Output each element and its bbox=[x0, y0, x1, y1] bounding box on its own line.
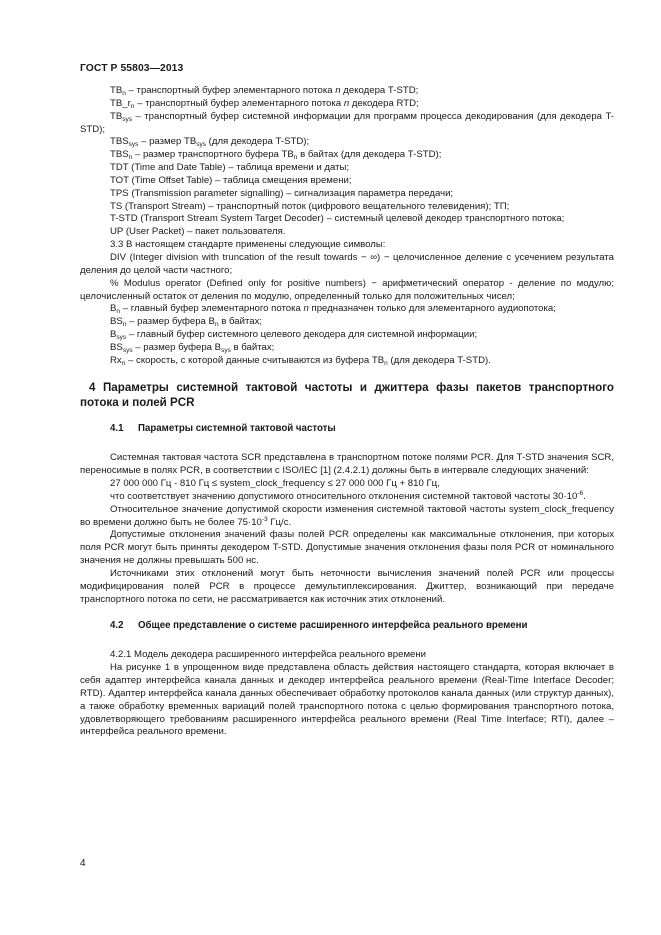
def-tot: TOT (Time Offset Table) – таблица смещения времени; bbox=[110, 174, 352, 186]
def-tps: TPS (Transmission parameter signalling) – сигнализация параметра передачи; bbox=[110, 187, 454, 199]
section-4-1-heading: 4.1 Параметры системной тактовой частоты bbox=[110, 422, 336, 434]
section-4-2-heading: 4.2 Общее представление о системе расширенного интерфейса реального времени bbox=[110, 619, 528, 631]
def-tbsn: $TBS_n$ – размер транспортного буфера $TB_n$ в байтах (для декодера T-STD); bbox=[110, 149, 442, 162]
sym-mod: % Modulus operator (Defined only for positive numbers) − арифметический оператор - деление по модулю; целочисленный остаток от деления по модулю, определенный только для положительных чисел; bbox=[80, 277, 614, 302]
running-header: ГОСТ Р 55803—2013 bbox=[80, 63, 184, 74]
paragraph-figure1: На рисунке 1 в упрощенном виде представлена область действия настоящего стандарта, которая включает в себя адаптер интерфейса канала данных и декодер интерфейса реального времени (Real-Time Interface Decoder; RTD). Адаптер интерфейса канала данных обеспечивает обработку протоколов канала данных (или структур данных), а также обработку временных вариаций полей транспортного потока с целью формирования транспортного потока, удовлетворяющего требованиям расширенного интерфейса реального времени (Real Time Interface; RTI), далее – интерфейса реального времени. bbox=[80, 662, 614, 738]
sym-bsys: $B_{sys}$ – главный буфер системного целевого декодера для системной информации; bbox=[110, 329, 478, 342]
def-tbsys: $TB_{sys}$ – транспортный буфер системной информации для программ процесса декодирования (для декодера T-STD); bbox=[80, 110, 614, 135]
def-tbn: $TB_n$ – транспортный буфер элементарного потока n декодера T-STD; bbox=[110, 85, 419, 97]
def-up: UP (User Packet) – пакет пользователя. bbox=[110, 226, 286, 238]
sym-bssys: $BS_{sys}$ – размер буфера $B_{sys}$ в байтах; bbox=[110, 341, 275, 354]
def-tbrn: $TB\_r_n$ – транспортный буфер элементарного потока n декодера RTD; bbox=[110, 97, 419, 110]
def-tbssys: $TBS_{sys}$ – размер $TB_{sys}$ (для декодера T-STD); bbox=[110, 136, 310, 149]
paragraph-sources: Источниками этих отклонений могут быть неточности вычисления значений полей PCR или процессы модифицирования полей PCR в процессе демультиплексирования. Джиттер, возникающий при передаче транспортного потока по сети, не рассматривается как источник этих отклонений. bbox=[80, 568, 614, 605]
paragraph-deviation: что соответствует значению допустимого относительного отклонения системной тактовой частоты $30\cdot 10^{-6}$. bbox=[110, 489, 586, 502]
sym-bsn: $BS_n$ – размер буфера $B_n$ в байтах; bbox=[110, 316, 263, 329]
def-ts: TS (Transport Stream) – транспортный поток (цифрового вещательного телевидения); ТП; bbox=[110, 200, 510, 212]
paragraph-scr: Системная тактовая частота SCR представлена в транспортном потоке полями PCR. Для T-STD значения SCR, переносимые в полях PCR, в соответствии с ISO/IEC [1] (2.4.2.1) должны быть в интервале следующих значений: bbox=[80, 452, 614, 477]
sym-rxn: $Rx_n$ – скорость, с которой данные считываются из буфера $TB_n$ (для декодера T-STD). bbox=[110, 354, 491, 367]
document-body bbox=[80, 85, 614, 739]
section-4-heading: 4 Параметры системной тактовой частоты и джиттера фазы пакетов транспортного потока и полей PCR bbox=[80, 380, 614, 409]
def-tdt: TDT (Time and Date Table) – таблица времени и даты; bbox=[110, 162, 350, 174]
def-tstd: T-STD (Transport Stream System Target Decoder) – системный целевой декодер транспортного потока; bbox=[110, 213, 565, 225]
paragraph-phase: Допустимые отклонения значений фазы полей PCR определены как максимальные отклонения, при которых поля PCR могут быть приняты декодером T-STD. Допустимые значения отклонения фазы поля PCR от номинального значения не должны превышать 500 нс. bbox=[80, 529, 614, 567]
sym-div: DIV (Integer division with truncation of the result towards − ∞) − целочисленное деление с усечением результата деления до целой части частного; bbox=[80, 251, 614, 276]
page-number: 4 bbox=[80, 858, 86, 869]
paragraph-rate: Относительное значение допустимой скорости изменения системной тактовой частоты system_clock_frequency во времени должно быть не более $75\cdot 10^{-3}$ Гц/с. bbox=[80, 503, 614, 528]
sym-bn: $B_n$ – главный буфер элементарного потока n предназначен только для элементарного аудиопотока; bbox=[110, 303, 556, 316]
clause-3-3: 3.3 В настоящем стандарте применены следующие символы: bbox=[110, 239, 386, 251]
formula-clock: 27 000 000 Гц - 810 Гц ≤ system_clock_frequency ≤ 27 000 000 Гц + 810 Гц, bbox=[110, 478, 440, 490]
clause-4-2-1: 4.2.1 Модель декодера расширенного интерфейса реального времени bbox=[110, 649, 427, 661]
